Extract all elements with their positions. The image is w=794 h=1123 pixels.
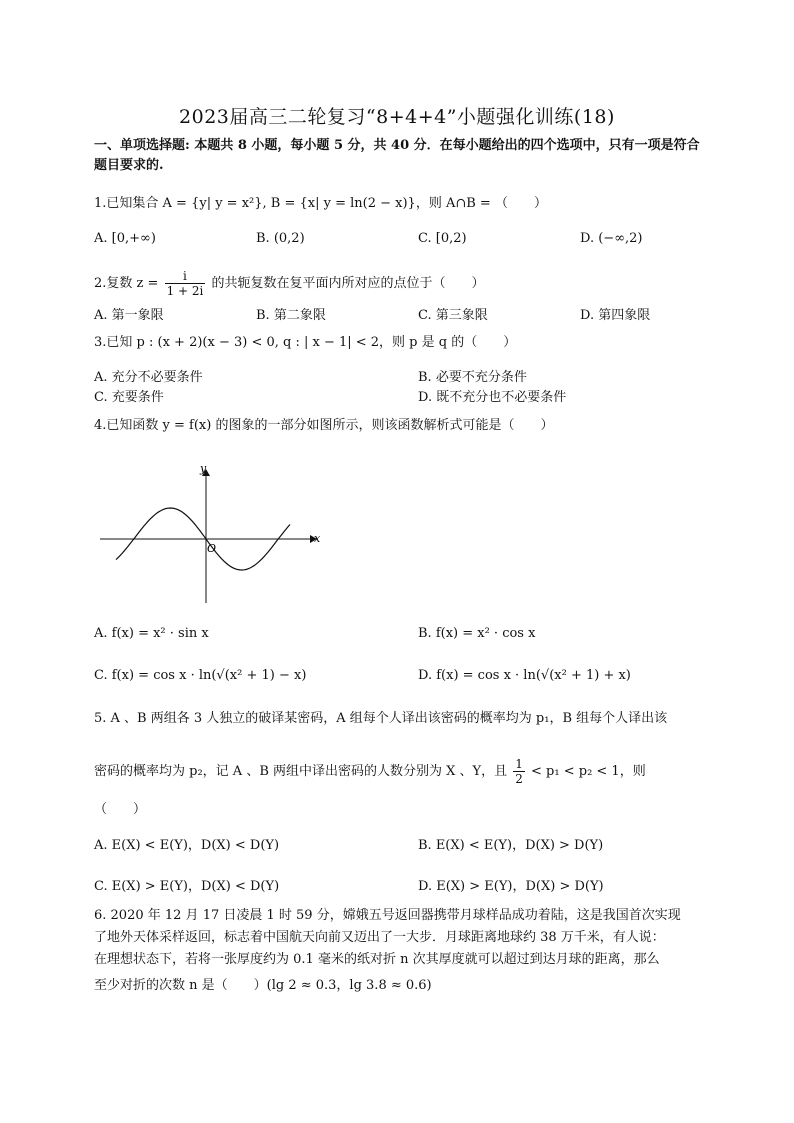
q2-option-b[interactable]: B. 第二象限 bbox=[256, 308, 326, 323]
q5-frac-den: 2 bbox=[515, 772, 523, 786]
q3-option-c[interactable]: C. 充要条件 bbox=[94, 390, 164, 405]
q3-option-a[interactable]: A. 充分不必要条件 bbox=[94, 370, 203, 385]
question-6-line1: 6. 2020 年 12 月 17 日凌晨 1 时 59 分，嫦娥五号返回器携带月球样品成功着陆，这是我国首次实现 bbox=[94, 908, 681, 923]
q5-line2-prefix: 密码的概率均为 p₂，记 A 、B 两组中译出密码的人数分别为 X 、Y，且 bbox=[94, 764, 508, 779]
q5-option-a[interactable]: A. E(X) < E(Y)，D(X) < D(Y) bbox=[94, 838, 280, 853]
q1-option-b[interactable]: B. (0,2) bbox=[256, 231, 305, 246]
q1-option-c[interactable]: C. [0,2) bbox=[418, 231, 467, 246]
q4-option-c[interactable]: C. f(x) = cos x · ln(√(x² + 1) − x) bbox=[94, 668, 307, 683]
q5-frac-num: 1 bbox=[515, 757, 523, 771]
q1-option-a[interactable]: A. [0,+∞) bbox=[94, 231, 156, 246]
q5-option-b[interactable]: B. E(X) < E(Y)，D(X) > D(Y) bbox=[418, 838, 604, 853]
q2-option-a[interactable]: A. 第一象限 bbox=[94, 308, 164, 323]
q3-option-d[interactable]: D. 既不充分也不必要条件 bbox=[418, 390, 567, 405]
q4-option-d[interactable]: D. f(x) = cos x · ln(√(x² + 1) + x) bbox=[418, 668, 631, 683]
q2-frac-den: 1 + 2i bbox=[166, 284, 204, 298]
q3-option-b[interactable]: B. 必要不充分条件 bbox=[418, 370, 527, 385]
question-5-line1: 5. A 、B 两组各 3 人独立的破译某密码，A 组每个人译出该密码的概率均为 p₁，B 组每个人译出该 bbox=[94, 711, 668, 726]
q2-frac-num: i bbox=[165, 269, 206, 284]
question-5-line3: （ ） bbox=[94, 802, 147, 817]
q5-option-d[interactable]: D. E(X) > E(Y)，D(X) > D(Y) bbox=[418, 879, 604, 894]
q5-line2-suffix: < p₁ < p₂ < 1，则 bbox=[531, 764, 646, 779]
function-graph bbox=[96, 458, 326, 608]
q2-stem-prefix: 2.复数 z = bbox=[94, 276, 159, 291]
question-3-stem: 3.已知 p : (x + 2)(x − 3) < 0, q : | x − 1| < 2，则 p 是 q 的（ ） bbox=[94, 335, 517, 350]
graph-label-x: x bbox=[314, 532, 321, 545]
question-4-stem: 4.已知函数 y = f(x) 的图象的一部分如图所示，则该函数解析式可能是（ ） bbox=[94, 418, 554, 433]
q1-option-d[interactable]: D. (−∞,2) bbox=[580, 231, 643, 246]
question-1-stem: 1.已知集合 A = {y| y = x²}, B = {x| y = ln(2 − x)}，则 A∩B = （ ） bbox=[94, 196, 547, 211]
page-title: 2023届高三二轮复习“8+4+4”小题强化训练(18) bbox=[179, 106, 615, 128]
q2-option-c[interactable]: C. 第三象限 bbox=[418, 308, 488, 323]
graph-label-y: y bbox=[200, 462, 207, 475]
q2-option-d[interactable]: D. 第四象限 bbox=[580, 308, 651, 323]
graph-label-origin: O bbox=[207, 542, 217, 555]
question-6-line3: 在理想状态下，若将一张厚度约为 0.1 毫米的纸对折 n 次其厚度就可以超过到达月球的距离，那么 bbox=[94, 952, 660, 967]
q2-stem-suffix: 的共轭复数在复平面内所对应的点位于（ ） bbox=[211, 276, 485, 291]
q2-fraction bbox=[165, 269, 206, 298]
question-6-line2: 了地外天体采样返回，标志着中国航天向前又迈出了一大步．月球距离地球约 38 万千米，有人说： bbox=[94, 930, 665, 945]
question-5-line2 bbox=[94, 754, 706, 790]
q4-option-a[interactable]: A. f(x) = x² · sin x bbox=[94, 626, 209, 641]
q5-fraction bbox=[513, 757, 525, 786]
section-heading: 一、单项选择题: 本题共 8 小题，每小题 5 分，共 40 分．在每小题给出的四个选项中，只有一项是符合题目要求的. bbox=[94, 138, 700, 173]
question-2-stem bbox=[94, 266, 706, 302]
question-6-line4: 至少对折的次数 n 是（ ）(lg 2 ≈ 0.3，lg 3.8 ≈ 0.6) bbox=[94, 978, 432, 993]
q5-option-c[interactable]: C. E(X) > E(Y)，D(X) < D(Y) bbox=[94, 879, 280, 894]
q4-option-b[interactable]: B. f(x) = x² · cos x bbox=[418, 626, 536, 641]
